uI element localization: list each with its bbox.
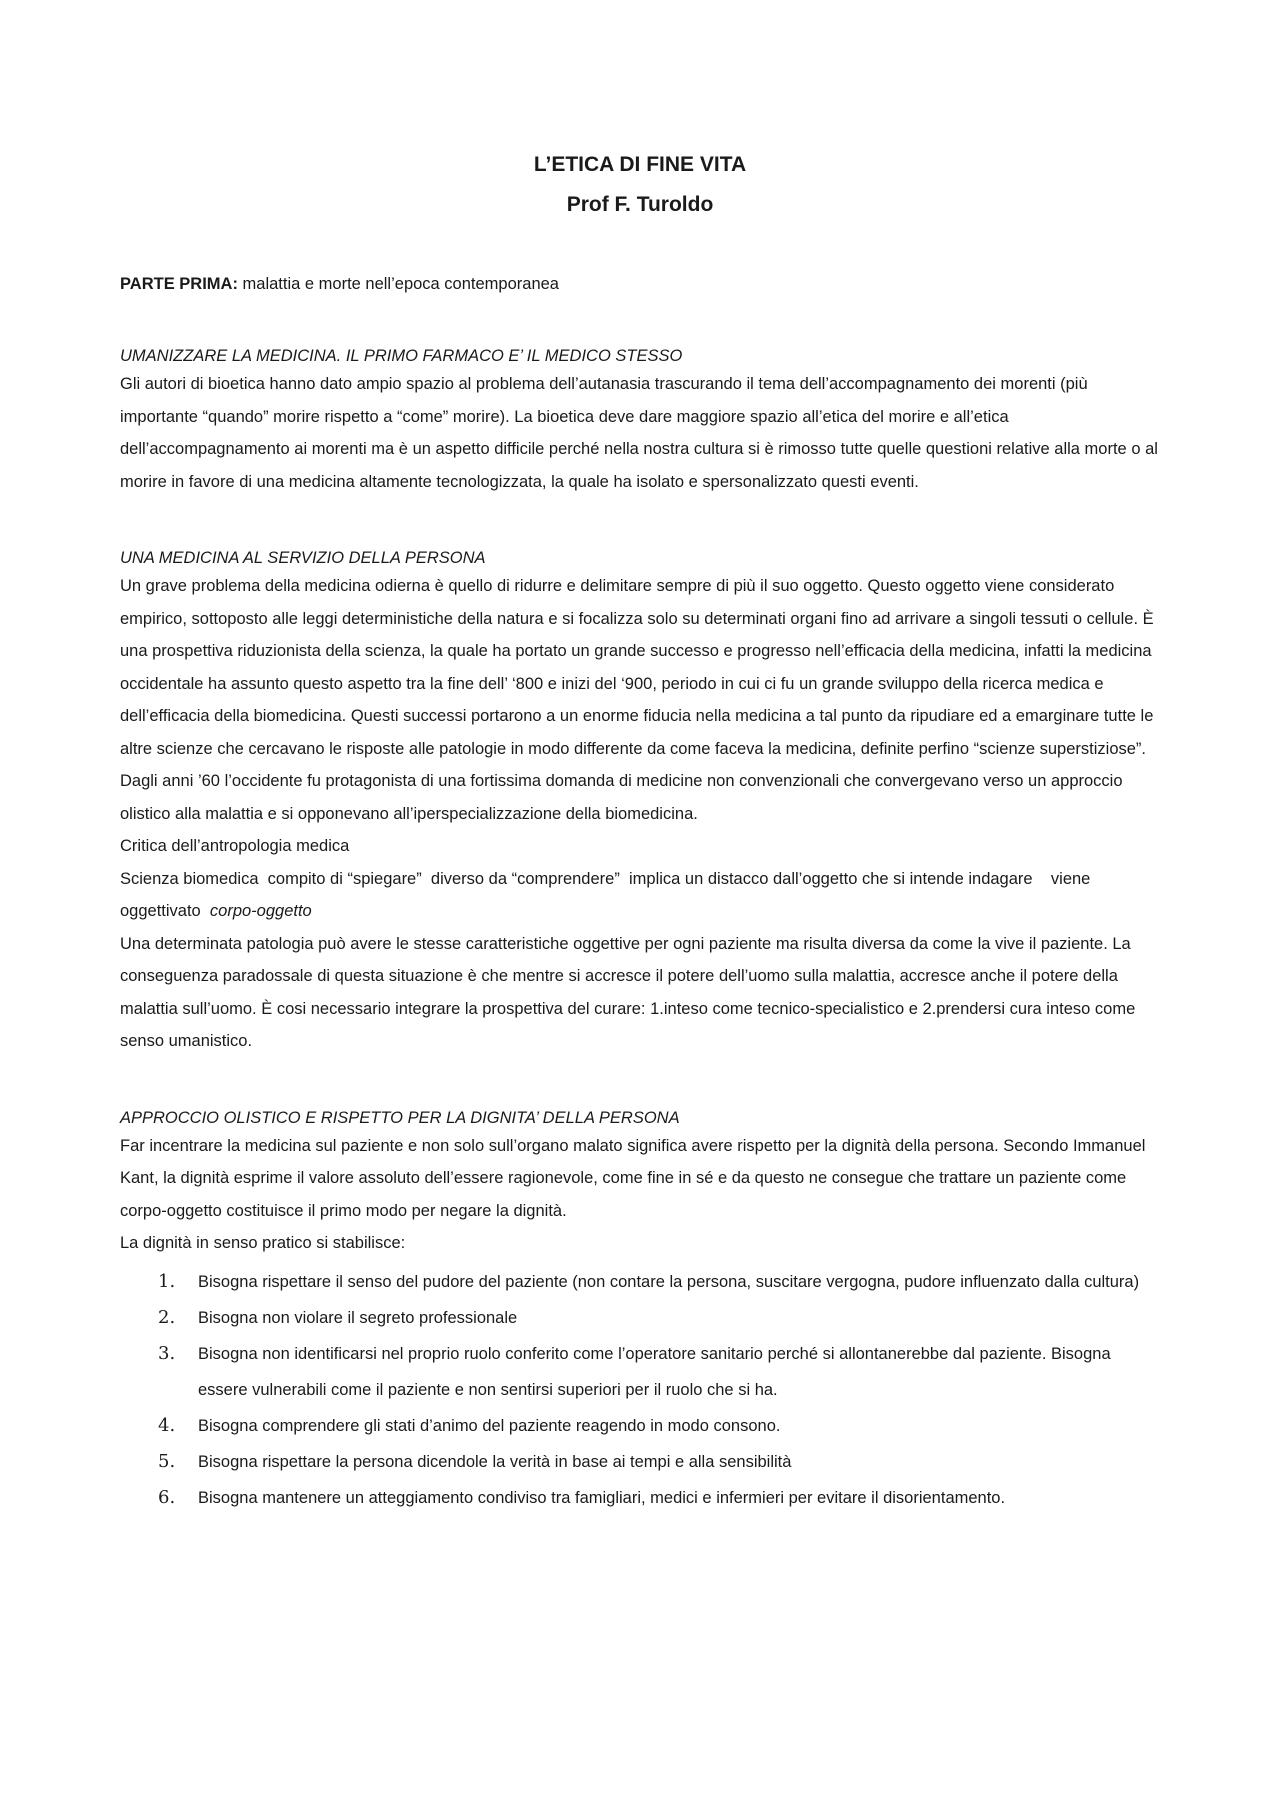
list-item — [120, 1408, 1160, 1444]
scienza-line — [120, 863, 1160, 928]
list-item — [120, 1480, 1160, 1516]
list-number: 2. — [158, 1306, 176, 1328]
scienza-line-emphasis: corpo-oggetto — [209, 902, 312, 920]
list-number: 4. — [158, 1414, 176, 1436]
list-item-text: Bisogna non violare il segreto professionale — [198, 1308, 518, 1327]
list-number: 3. — [158, 1342, 176, 1364]
section-paragraph-2: Una determinata patologia può avere le stesse caratteristiche oggettive per ogni paziente ma risulta diversa da come la vive il paziente. La conseguenza paradossale di questa situazione è che mentre si accresce il potere dell’uomo sulla malattia, accresce anche il potere della malattia sull’uomo. È cosi necessario integrare la prospettiva del curare: 1.inteso come tecnico-specialistico e 2.prendersi cura inteso come senso umanistico. — [120, 934, 1136, 1050]
critica-line: Critica dell’antropologia medica — [120, 837, 350, 855]
part-heading — [120, 272, 1160, 296]
list-item — [120, 1444, 1160, 1480]
list-item-text: Bisogna rispettare il senso del pudore del paziente (non contare la persona, suscitare vergogna, pudore influenzato dalla cultura) — [198, 1272, 1140, 1291]
list-item-text: Bisogna comprendere gli stati d’animo del paziente reagendo in modo consono. — [198, 1416, 781, 1435]
list-number: 1. — [158, 1270, 176, 1292]
part-label: PARTE PRIMA: — [120, 275, 238, 293]
section-heading: APPROCCIO OLISTICO E RISPETTO PER LA DIGNITA’ DELLA PERSONA — [120, 1108, 680, 1127]
document-title: L’ETICA DI FINE VITA — [533, 153, 747, 176]
scienza-line-text: Scienza biomedica compito di “spiegare” diverso da “comprendere” implica un distacco dall’oggetto che si intende indagare viene oggettivato — [120, 869, 1095, 920]
list-item — [120, 1336, 1160, 1408]
list-number: 5. — [158, 1450, 176, 1472]
list-item — [120, 1300, 1160, 1336]
section-paragraph: Un grave problema della medicina odierna è quello di ridurre e delimitare sempre di più il suo oggetto. Questo oggetto viene considerato empirico, sottoposto alle leggi deterministiche della natura e si focalizza solo su determinati organi fino ad arrivare a singoli tessuti o cellule. È una prospettiva riduzionista della scienza, la quale ha portato un grande successo e progresso nell’efficacia della medicina, infatti la medicina occidentale ha assunto questo aspetto tra la fine dell’ ‘800 e inizi del ‘900, periodo in cui ci fu un grande sviluppo della ricerca medica e dell’efficacia della biomedicina. Questi successi portarono a un enorme fiducia nella medicina a tal punto da ripudiare ed a emarginare tutte le altre scienze che cercavano le risposte alle patologie in modo differente da come faceva la medicina, definite perfino “scienze superstiziose”. Dagli anni ’60 l’occidente fu protagonista di una fortissima domanda di medicine non convenzionali che convergevano verso un approccio olistico alla malattia e si opponevano all’iperspecializzazione della biomedicina. — [120, 577, 1154, 823]
dignity-rules-list — [120, 1264, 1160, 1516]
list-item — [120, 1264, 1160, 1300]
section-umanizzare — [120, 344, 1160, 498]
section-heading: UMANIZZARE LA MEDICINA. IL PRIMO FARMACO E’ IL MEDICO STESSO — [120, 347, 683, 365]
list-item-text: Bisogna rispettare la persona dicendole la verità in base ai tempi e alla sensibilità — [198, 1452, 792, 1471]
part-text: malattia e morte nell’epoca contemporanea — [237, 275, 559, 293]
section-servizio-persona — [120, 546, 1160, 1058]
section-approccio-olistico — [120, 1106, 1160, 1516]
document-subtitle: Prof F. Turoldo — [566, 193, 714, 216]
section-heading: UNA MEDICINA AL SERVIZIO DELLA PERSONA — [120, 549, 486, 567]
section-paragraph: Gli autori di bioetica hanno dato ampio spazio al problema dell’autanasia trascurando il tema dell’accompagnamento dei morenti (più importante “quando” morire rispetto a “come” morire). La bioetica deve dare maggiore spazio all’etica del morire e all’etica dell’accompagnamento ai morenti ma è un aspetto difficile perché nella nostra cultura si è rimosso tutte quelle questioni relative alla morte o al morire in favore di una medicina altamente tecnologizzata, la quale ha isolato e spersonalizzato questi eventi. — [120, 375, 1158, 491]
list-item-text: Bisogna mantenere un atteggiamento condiviso tra famigliari, medici e infermieri per evitare il disorientamento. — [198, 1488, 1006, 1507]
list-item-text: Bisogna non identificarsi nel proprio ruolo conferito come l’operatore sanitario perché si allontanerebbe dal paziente. Bisogna essere vulnerabili come il paziente e non sentirsi superiori per il ruolo che si ha. — [198, 1344, 1111, 1399]
list-intro: La dignità in senso pratico si stabilisce: — [120, 1234, 406, 1252]
section-paragraph: Far incentrare la medicina sul paziente e non solo sull’organo malato significa avere rispetto per la dignità della persona. Secondo Immanuel Kant, la dignità esprime il valore assoluto dell’essere ragionevole, come fine in sé e da questo ne consegue che trattare un paziente come corpo-oggetto costituisce il primo modo per negare la dignità. — [120, 1136, 1146, 1220]
list-number: 6. — [158, 1486, 176, 1508]
